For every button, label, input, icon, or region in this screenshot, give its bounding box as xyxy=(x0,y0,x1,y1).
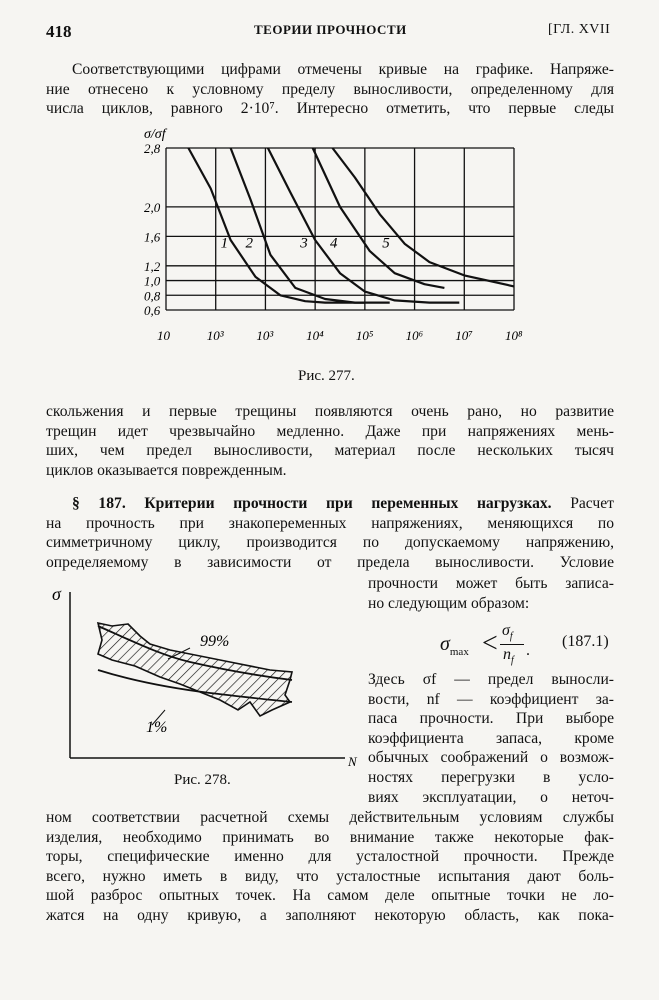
running-title: ТЕОРИИ ПРОЧНОСТИ xyxy=(254,22,407,37)
text-line: вости, nf — коэффициент за- xyxy=(368,690,614,708)
section-number: § 187. xyxy=(72,495,126,512)
text-line: шой разброс опытных точек. На самом деле опытные точки не ло- xyxy=(46,887,614,905)
fatigue-curves-chart xyxy=(130,118,530,368)
x-tick-label: 10⁴ xyxy=(306,328,324,343)
curve-label: 1 xyxy=(220,235,229,252)
y-tick-label: 0,6 xyxy=(144,303,161,318)
y-axis-label: σ/σf xyxy=(144,127,166,142)
text-line: обычных соображений о возмож- xyxy=(368,749,614,767)
text-line: циклов оказывается поврежденным. xyxy=(46,461,287,479)
x-tick-label: 10 xyxy=(157,328,170,343)
text-line: скольжения и первые трещины появляются очень рано, но развитие xyxy=(46,403,614,420)
text-line: ностях перегрузки в усло- xyxy=(368,768,614,786)
text-line: коэффициента запаса, кроме xyxy=(368,729,614,747)
final-paragraph xyxy=(46,808,614,926)
formula-less-than: < xyxy=(482,628,498,659)
text-line: всего, нужно иметь в виду, что усталостные испытания дают боль- xyxy=(46,867,614,885)
sigma-axis-label: σ xyxy=(52,584,61,604)
text-line: паса прочности. При выборе xyxy=(368,710,614,728)
scatter-band xyxy=(98,623,292,716)
after-formula-paragraph xyxy=(368,670,614,807)
side-paragraph xyxy=(368,574,614,613)
curve-2 xyxy=(231,148,390,303)
text-line: на прочность при знакопеременных напряжениях, меняющихся по xyxy=(46,514,614,532)
section-title: Критерии прочности при переменных нагрузках. xyxy=(144,495,552,512)
chapter-ref: [ГЛ. XVII xyxy=(548,22,611,37)
text-line: числа циклов, равного 2·10⁷. Интересно отметить, что первые следы xyxy=(46,100,614,118)
figure-277-caption: Рис. 277. xyxy=(298,368,355,384)
text-line: торы, специфические именно для усталостной прочности. Прежде xyxy=(46,848,614,866)
text-fragment: Расчет xyxy=(551,495,614,512)
figure-278-caption: Рис. 278. xyxy=(174,772,231,788)
text-line: трещин идет чрезвычайно медленно. Даже при напряжениях мень- xyxy=(46,422,614,440)
formula-numerator: σ xyxy=(502,622,510,639)
formula-sigma: σ xyxy=(440,633,450,655)
text-line: определяемому в зависимости от предела выносливости. Условие xyxy=(46,553,614,571)
intro-paragraph xyxy=(46,60,614,119)
x-tick-label: 10³ xyxy=(256,328,274,343)
label-1-percent: 1% xyxy=(146,719,168,736)
formula-187-1: $\sigma_{max}$ < $\sigma_f$ $n_f$ . (187.1) xyxy=(440,622,609,667)
middle-paragraph xyxy=(46,402,614,480)
curve-1 xyxy=(188,148,365,303)
scatter-band-figure xyxy=(40,580,360,770)
curve-label: 2 xyxy=(245,235,254,252)
text-line: ном соответствии расчетной схемы действительным условиям службы xyxy=(46,809,614,826)
curve-3 xyxy=(268,148,459,303)
y-tick-label: 2,8 xyxy=(144,141,161,156)
n-axis-label: N xyxy=(348,754,357,769)
y-tick-label: 2,0 xyxy=(144,199,161,215)
text-line: но следующим образом: xyxy=(368,594,530,612)
formula-max: max xyxy=(449,646,469,658)
x-tick-label: 10³ xyxy=(206,328,224,343)
section-paragraph xyxy=(46,494,614,572)
text-line: изделия, необходимо принимать во внимание также некоторые фак- xyxy=(46,828,614,846)
text-line: Здесь σf — предел выносли- xyxy=(368,671,614,688)
formula-denominator-sub: f xyxy=(511,655,514,667)
curve-4 xyxy=(313,148,445,288)
text-line: жатся на одну кривую, а заполняют некоторую область, как пока- xyxy=(46,906,614,924)
formula-numerator-sub: f xyxy=(509,631,513,643)
x-tick-label: 10⁶ xyxy=(405,328,424,343)
label-99-percent: 99% xyxy=(200,633,230,650)
page-header xyxy=(0,22,659,46)
y-tick-label: 0,8 xyxy=(144,288,161,304)
x-tick-label: 10⁵ xyxy=(355,328,374,343)
page-number: 418 xyxy=(46,22,72,41)
y-tick-label: 1,2 xyxy=(144,258,161,274)
section-heading-line xyxy=(46,494,614,514)
text-line: прочности может быть записа- xyxy=(368,575,614,592)
curve-label: 3 xyxy=(300,235,308,252)
text-line: Соответствующими цифрами отмечены кривые на графике. Напряже- xyxy=(72,61,614,78)
formula-denominator: n xyxy=(503,646,511,663)
curve-label: 4 xyxy=(330,235,338,252)
x-tick-label: 10⁸ xyxy=(505,328,523,343)
text-line: ние отнесено к условному пределу выносливости, определенному для xyxy=(46,80,614,98)
text-line: симметричному циклу, производится по допускаемому напряжению, xyxy=(46,534,614,552)
y-tick-label: 1,0 xyxy=(144,273,161,289)
y-tick-label: 1,6 xyxy=(144,229,161,245)
formula-number: (187.1) xyxy=(562,633,609,650)
x-tick-label: 10⁷ xyxy=(455,328,473,343)
text-line: виях эксплуатации, о неточ- xyxy=(368,788,614,806)
curve-label: 5 xyxy=(382,235,390,252)
text-line: ших, чем предел выносливости, материал после нескольких тысяч xyxy=(46,442,614,460)
